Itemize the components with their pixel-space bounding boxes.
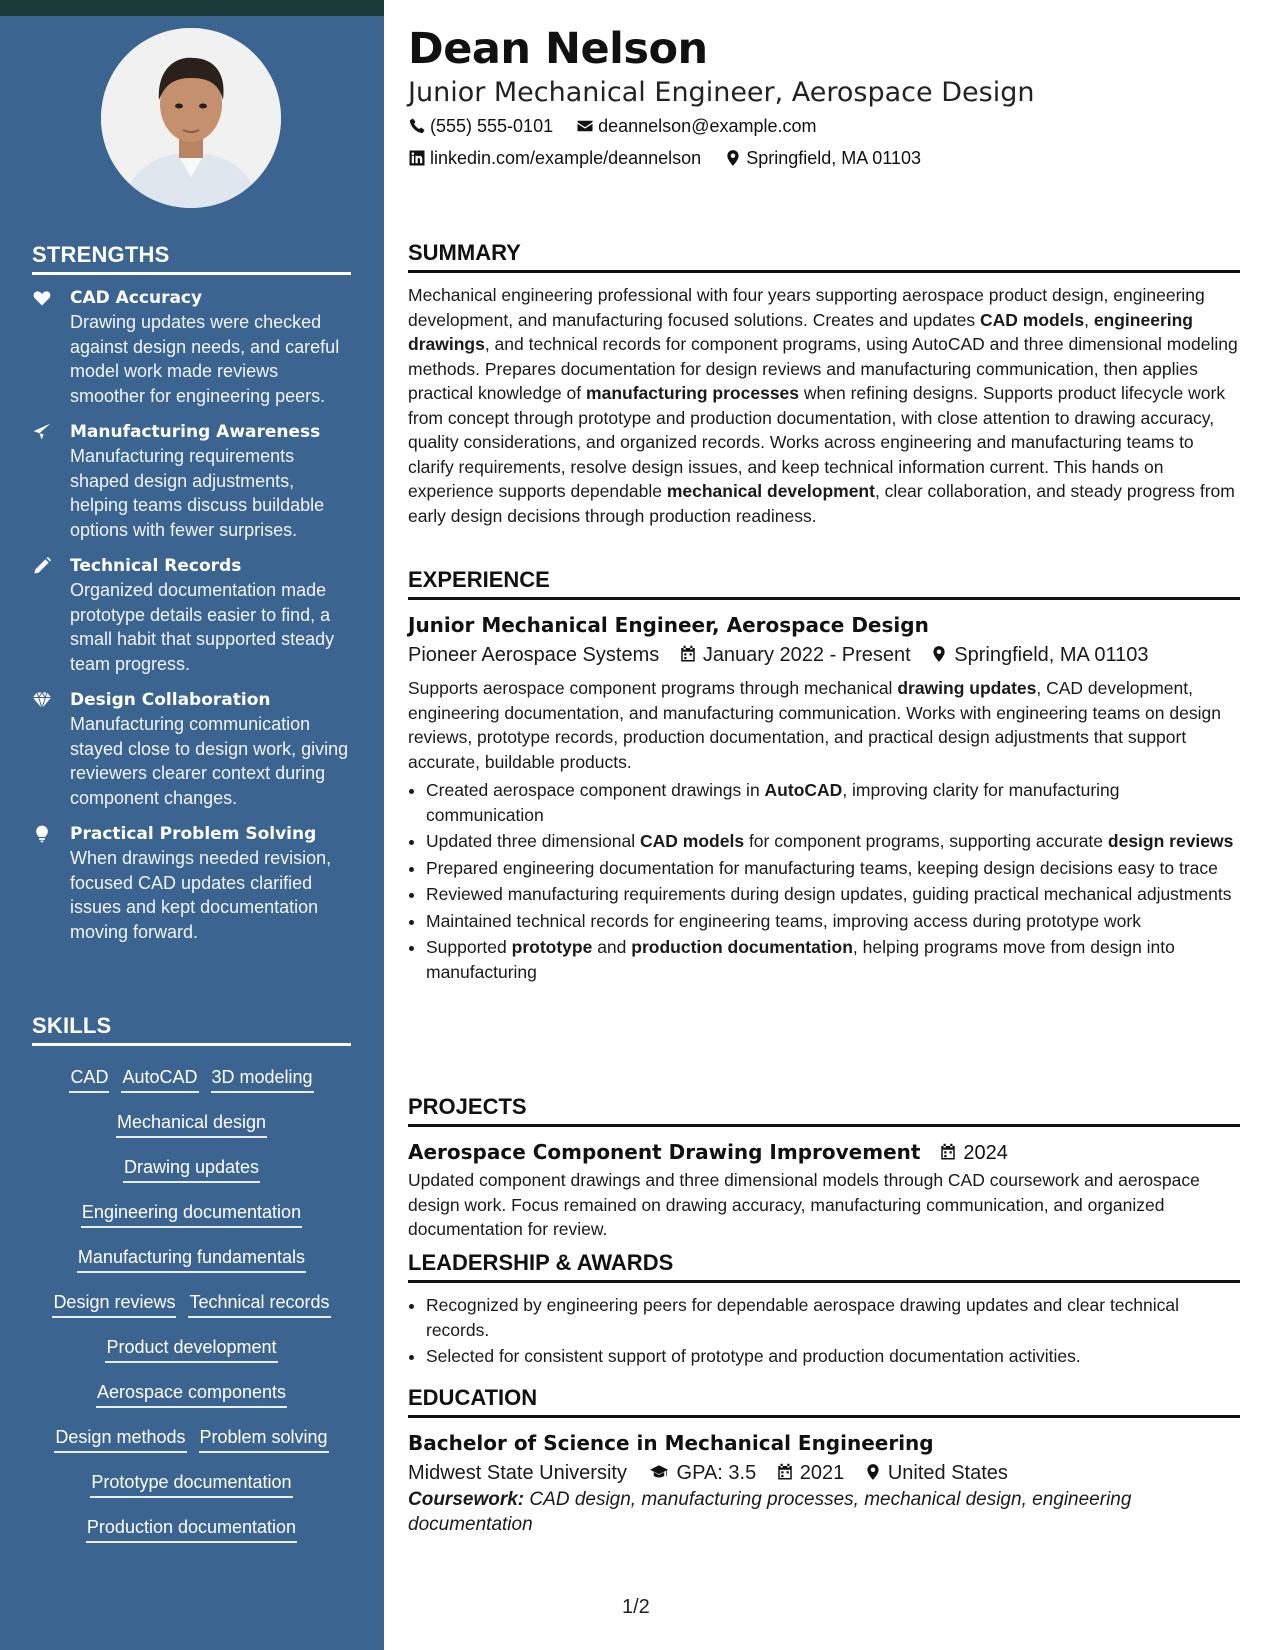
leadership-item: • Selected for consistent support of prototype and production documentation activities. <box>426 1344 1240 1369</box>
project-year: 2024 <box>963 1142 1008 1164</box>
strength-title: Design Collaboration <box>70 690 271 710</box>
text-segment: Created aerospace component drawings in <box>426 780 765 800</box>
emphasis-text: production documentation <box>631 937 853 957</box>
strength-item <box>32 822 354 944</box>
text-segment: , helping programs move from design into manufacturing <box>426 937 1175 982</box>
leadership-item: • Recognized by engineering peers for dependable aerospace drawing updates and clear technical records. <box>426 1293 1240 1342</box>
graduation-year: 2021 <box>799 1462 845 1484</box>
gpa: GPA: 3.5 <box>676 1462 757 1484</box>
profile-photo <box>101 28 281 208</box>
skill-tag: Technical records <box>188 1291 330 1318</box>
calendar-icon <box>679 645 697 663</box>
coursework-text: CAD design, manufacturing processes, mechanical design, engineering documentation <box>408 1489 1132 1535</box>
avatar <box>101 28 281 208</box>
envelope-icon <box>576 117 594 135</box>
skill-tag: CAD <box>69 1066 109 1093</box>
job-bullets <box>408 778 1240 984</box>
emphasis-text: AutoCAD <box>764 780 843 800</box>
skills-list <box>32 1066 351 1561</box>
bullet-item <box>426 909 1240 934</box>
linkedin-icon <box>408 149 426 167</box>
email-text: deannelson@example.com <box>598 116 817 136</box>
strength-desc: When drawings needed revision, focused CAD updates clarified issues and kept documentation moving forward. <box>70 848 332 942</box>
skill-tag: AutoCAD <box>121 1066 198 1093</box>
text-segment: , clear collaboration, and steady progress from early design decisions through production readiness. <box>408 481 1235 526</box>
map-marker-icon <box>724 149 742 167</box>
phone-text: (555) 555-0101 <box>430 116 554 136</box>
text-segment: Updated three dimensional <box>426 831 641 851</box>
skill-tag: Drawing updates <box>123 1156 260 1183</box>
education-heading: EDUCATION <box>408 1385 1240 1418</box>
contact-location <box>724 142 921 174</box>
strength-title: Practical Problem Solving <box>70 824 317 844</box>
school-name: Midwest State University <box>408 1462 627 1484</box>
strength-title: Manufacturing Awareness <box>70 422 321 442</box>
location-text: Springfield, MA 01103 <box>746 148 921 168</box>
phone-icon <box>408 117 426 135</box>
job-meta <box>408 640 1240 670</box>
emphasis-text: manufacturing processes <box>586 383 800 403</box>
strength-desc: Organized documentation made prototype details easier to find, a small habit that supported steady team progress. <box>70 580 335 674</box>
emphasis-text: CAD models <box>980 309 1085 330</box>
text-segment: , <box>1084 309 1094 330</box>
strengths-list <box>32 286 354 956</box>
education-meta <box>408 1458 1240 1488</box>
skill-tag: Production documentation <box>86 1516 297 1543</box>
job-description <box>408 676 1240 774</box>
strength-desc: Manufacturing communication stayed close to design work, giving reviewers clearer context during component changes. <box>70 714 349 808</box>
company-name: Pioneer Aerospace Systems <box>408 644 660 666</box>
contact-info <box>408 110 1240 174</box>
pencil-icon <box>32 554 70 676</box>
bullet-item <box>426 778 1240 827</box>
candidate-title: Junior Mechanical Engineer, Aerospace Design <box>408 77 1035 108</box>
emphasis-text: engineering drawings <box>408 309 1193 354</box>
contact-email <box>576 110 816 142</box>
linkedin-text: linkedin.com/example/deannelson <box>430 148 702 168</box>
project-desc: Updated component drawings and three dimensional models through CAD coursework and aerospace design work. Focus remained on drawing accuracy, manufacturing communication, and organized documentation for review. <box>408 1170 1200 1239</box>
job-title: Junior Mechanical Engineer, Aerospace Design <box>408 613 929 637</box>
sidebar <box>0 16 384 1650</box>
text-segment: , CAD development, engineering documentation, and manufacturing communication. Works with engineering teams on design reviews, prototype records, production documentation, and practical design adjustments that support accurate, buildable products. <box>408 678 1221 772</box>
summary-section <box>408 240 1240 528</box>
experience-heading: EXPERIENCE <box>408 567 1240 600</box>
skill-tag: Manufacturing fundamentals <box>77 1246 306 1273</box>
strength-item <box>32 688 354 810</box>
strength-item <box>32 286 354 408</box>
skill-tag: Aerospace components <box>96 1381 287 1408</box>
bullet-item <box>426 935 1240 984</box>
skill-tag: Prototype documentation <box>90 1471 292 1498</box>
emphasis-text: drawing updates <box>897 678 1037 698</box>
page-number: 1/2 <box>622 1596 650 1618</box>
strength-desc: Manufacturing requirements shaped design adjustments, helping teams discuss buildable options with fewer surprises. <box>70 446 325 540</box>
emphasis-text: CAD models <box>640 831 745 851</box>
text-segment: and <box>592 937 632 957</box>
strength-desc: Drawing updates were checked against design needs, and careful model work made reviews smoother for engineering peers. <box>70 312 340 406</box>
experience-section <box>408 567 1240 986</box>
strength-item <box>32 554 354 676</box>
education-country: United States <box>887 1462 1008 1484</box>
skill-tag: Design reviews <box>52 1291 176 1318</box>
calendar-icon <box>939 1143 957 1161</box>
contact-linkedin <box>408 142 701 174</box>
emphasis-text: prototype <box>511 937 593 957</box>
skill-tag: Product development <box>105 1336 277 1363</box>
strengths-heading: STRENGTHS <box>32 242 351 275</box>
contact-phone <box>408 110 553 142</box>
degree: Bachelor of Science in Mechanical Engineering <box>408 1431 934 1455</box>
skill-tag: Mechanical design <box>116 1111 267 1138</box>
text-segment: Supported <box>426 937 512 957</box>
skill-tag: Engineering documentation <box>81 1201 302 1228</box>
emphasis-text: design reviews <box>1107 831 1234 851</box>
text-segment: when refining designs. Supports product lifecycle work from concept through prototype and production documentation, with close attention to drawing accuracy, quality considerations, and organized records. Works across engineering and manufacturing teams to clarify requirements, resolve design issues, and keep technical information current. This hands on experience supports dependable <box>408 383 1226 501</box>
skills-heading: SKILLS <box>32 1013 351 1046</box>
skill-tag: Problem solving <box>199 1426 329 1453</box>
calendar-icon <box>776 1463 794 1481</box>
top-accent-bar <box>0 0 384 16</box>
lightbulb-icon <box>32 822 70 944</box>
strength-item <box>32 420 354 542</box>
map-marker-icon <box>864 1463 882 1481</box>
text-segment: for component programs, supporting accurate <box>744 831 1108 851</box>
text-segment: , improving clarity for manufacturing communication <box>426 780 1120 825</box>
emphasis-text: mechanical development <box>666 481 875 501</box>
leadership-section <box>408 1250 1240 1371</box>
summary-heading: SUMMARY <box>408 240 1240 273</box>
summary-text <box>408 283 1240 528</box>
text-segment: Reviewed manufacturing requirements during design updates, guiding practical mechanical adjustments <box>426 884 1232 904</box>
text-segment: Prepared engineering documentation for manufacturing teams, keeping design decisions easy to trace <box>426 857 1218 878</box>
bullet-item <box>426 829 1240 854</box>
job-dates: January 2022 - Present <box>702 644 911 666</box>
leadership-list <box>408 1293 1240 1369</box>
coursework <box>408 1488 1240 1537</box>
candidate-name: Dean Nelson <box>408 24 708 74</box>
project-title: Aerospace Component Drawing Improvement <box>408 1140 921 1164</box>
bullet-item <box>426 882 1240 907</box>
graduation-cap-icon <box>647 1463 671 1481</box>
job-location: Springfield, MA 01103 <box>954 644 1149 666</box>
bullet-item <box>426 856 1240 881</box>
projects-heading: PROJECTS <box>408 1094 1240 1127</box>
leadership-heading: LEADERSHIP & AWARDS <box>408 1250 1240 1283</box>
paper-plane-icon <box>32 420 70 542</box>
heart-icon <box>32 286 70 408</box>
skill-tag: 3D modeling <box>211 1066 314 1093</box>
strength-title: CAD Accuracy <box>70 288 203 308</box>
text-segment: , and technical records for component programs, using AutoCAD and three dimensional modeling methods. Prepares documentation for design reviews and manufacturing communication, then applies practical knowledge of <box>408 334 1238 403</box>
text-segment: Maintained technical records for engineering teams, improving access during prototype work <box>426 910 1141 931</box>
map-marker-icon <box>930 645 948 663</box>
main-content <box>408 22 1240 1535</box>
text-segment: Mechanical engineering professional with four years supporting aerospace product design, engineering development, and manufacturing focused solutions. Creates and updates <box>408 285 1205 330</box>
projects-section <box>408 1094 1240 1242</box>
coursework-label: Coursework: <box>408 1489 525 1510</box>
diamond-icon <box>32 688 70 810</box>
skill-tag: Design methods <box>54 1426 186 1453</box>
education-section <box>408 1385 1240 1537</box>
project-title-row <box>408 1137 1240 1168</box>
text-segment: Supports aerospace component programs through mechanical <box>408 678 898 698</box>
strength-title: Technical Records <box>70 556 242 576</box>
